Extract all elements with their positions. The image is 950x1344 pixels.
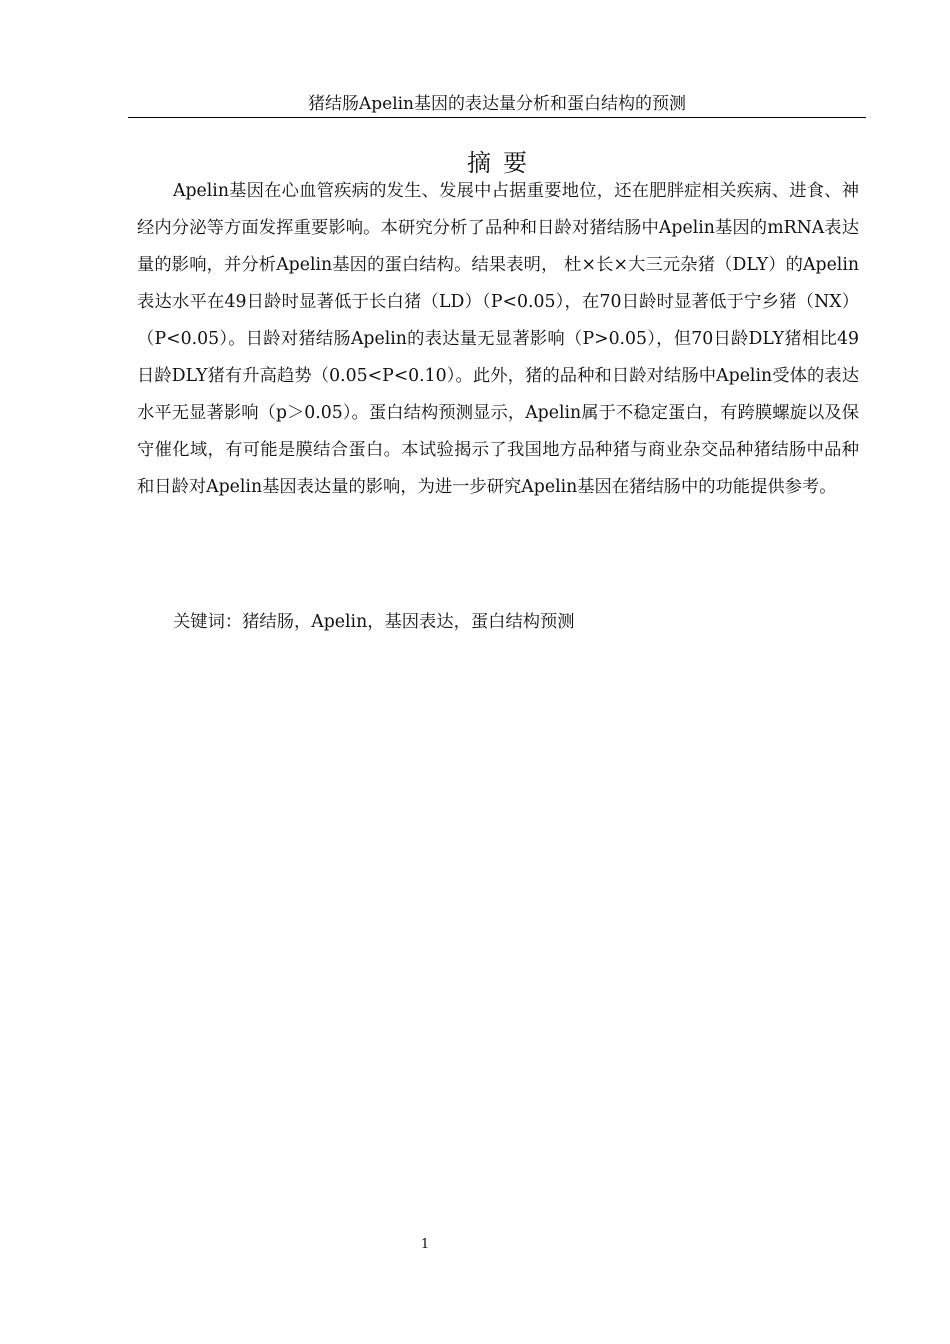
abstract-paragraph: Apelin基因在心血管疾病的发生、发展中占据重要地位，还在肥胖症相关疾病、进食、神经内分泌等方面发挥重要影响。本研究分析了品种和日龄对猪结肠中Apelin基因的mRNA表达量的影响，并分析Apelin基因的蛋白结构。结果表明， 杜×长×大三元杂猪（DLY）的Apelin表达水平在49日龄时显著低于长白猪（LD）（P<0.05），在70日龄时显著低于宁乡猪（NX）（P<0.05）。日龄对猪结肠Apelin的表达量无显著影响（P>0.05），但70日龄DLY猪相比49日龄DLY猪有升高趋势（0.05<P<0.10）。此外，猪的品种和日龄对结肠中Apelin受体的表达水平无显著影响（p＞0.05）。蛋白结构预测显示，Apelin属于不稳定蛋白，有跨膜螺旋以及保守催化域，有可能是膜结合蛋白。本试验揭示了我国地方品种猪与商业杂交品种猪结肠中品种和日龄对Apelin基因表达量的影响，为进一步研究Apelin基因在猪结肠中的功能提供参考。 [137,181,859,497]
keywords-line: 关键词：猪结肠，Apelin，基因表达，蛋白结构预测 [173,612,575,632]
running-header: 猪结肠Apelin基因的表达量分析和蛋白结构的预测 [307,94,687,114]
header-divider [128,117,866,118]
abstract-title: 摘要 [467,149,539,177]
page-number: 1 [420,1237,430,1252]
